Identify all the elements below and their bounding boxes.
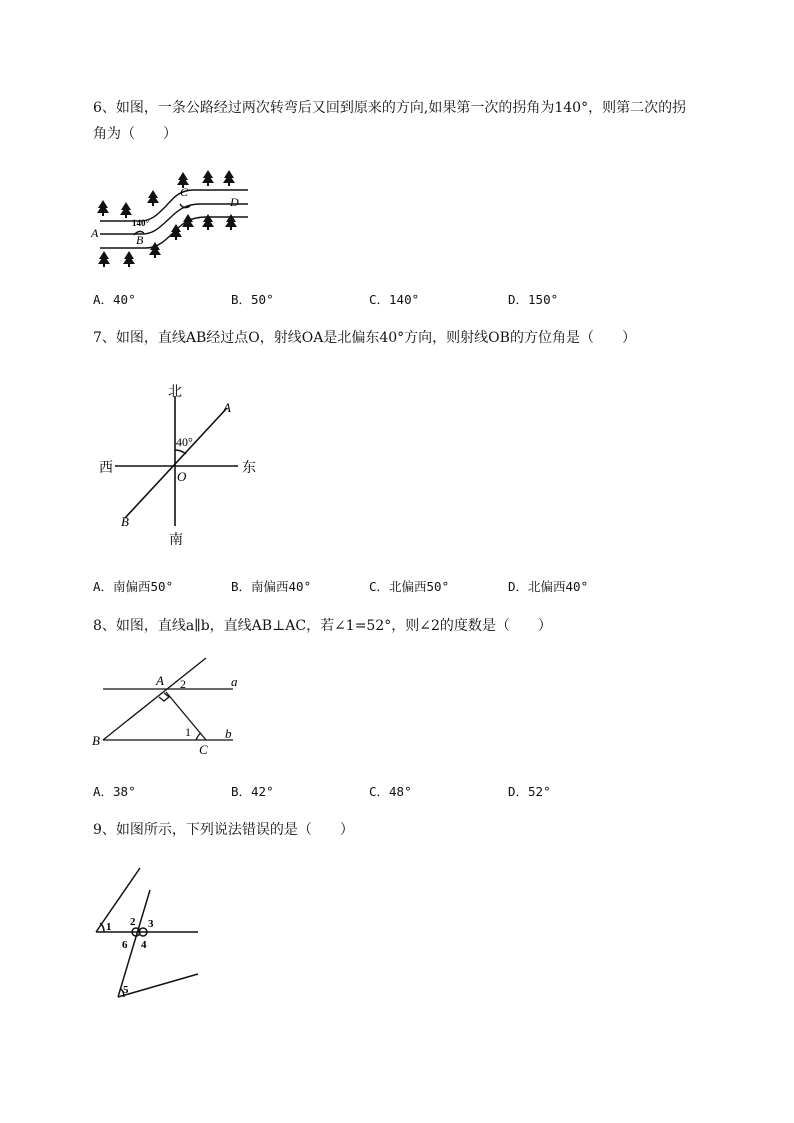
q9-angle-1: 1 [106,921,112,933]
q7-option-c[interactable]: C．北偏西50° [369,579,450,594]
q6-option-a[interactable]: A．40° [93,292,136,307]
q9-text: 9、如图所示，下列说法错误的是（ ） [93,822,354,838]
q6-road-figure [88,162,258,272]
q7-label-o: O [177,469,187,484]
q8-option-a[interactable]: A．38° [93,784,136,799]
q8-label-line-a: a [231,674,238,689]
q7-text: 7、如图，直线AB经过点O，射线OA是北偏东40°方向，则射线OB的方位角是（ ） [93,330,636,346]
q9-angle-3: 3 [148,918,154,930]
q7-label-b: B [121,514,129,529]
q8-option-c[interactable]: C．48° [369,784,412,799]
q7-angle-label: 40° [176,435,193,449]
q7-label-north: 北 [168,385,182,400]
q6-angle-label: 140° [132,218,150,228]
q6-label-a: A [91,226,99,240]
q8-label-b-point: B [92,733,100,748]
q8-angle-2: 2 [180,677,186,691]
q6-label-b: B [136,233,144,247]
q8-text: 8、如图，直线a∥b，直线AB⊥AC，若∠1=52°，则∠2的度数是（ ） [93,618,552,634]
q7-option-a[interactable]: A．南偏西50° [93,579,174,594]
q7-label-east: 东 [242,461,256,476]
q6-option-d[interactable]: D．150° [508,292,559,307]
q6-option-c[interactable]: C．140° [369,292,420,307]
q7-option-b[interactable]: B．南偏西40° [231,579,312,594]
q7-option-d[interactable]: D．北偏西40° [508,579,589,594]
q8-label-c-point: C [199,742,208,757]
q9-angle-5: 5 [123,984,129,996]
q8-angle-1: 1 [185,725,191,739]
q9-angle-6: 6 [122,939,128,951]
q7-label-west: 西 [99,461,113,476]
q8-label-a-point: A [156,673,164,688]
q6-text-line1: 6、如图，一条公路经过两次转弯后又回到原来的方向,如果第一次的拐角为140°，则第二次的拐 [93,100,687,116]
q9-angles-figure [88,862,208,1002]
q7-label-south: 南 [169,533,183,548]
q8-option-d[interactable]: D．52° [508,784,551,799]
q9-angle-4: 4 [141,939,147,951]
q9-angle-2: 2 [130,916,136,928]
q6-text-line2: 角为（ ） [93,126,177,142]
q7-label-a: A [223,400,231,415]
q8-option-b[interactable]: B．42° [231,784,274,799]
q8-label-line-b: b [225,726,232,741]
q8-parallel-lines-figure [88,652,248,762]
q6-label-c: C [180,185,189,199]
q7-direction-figure [95,378,270,553]
q6-label-d: D [230,195,239,209]
q6-option-b[interactable]: B．50° [231,292,274,307]
